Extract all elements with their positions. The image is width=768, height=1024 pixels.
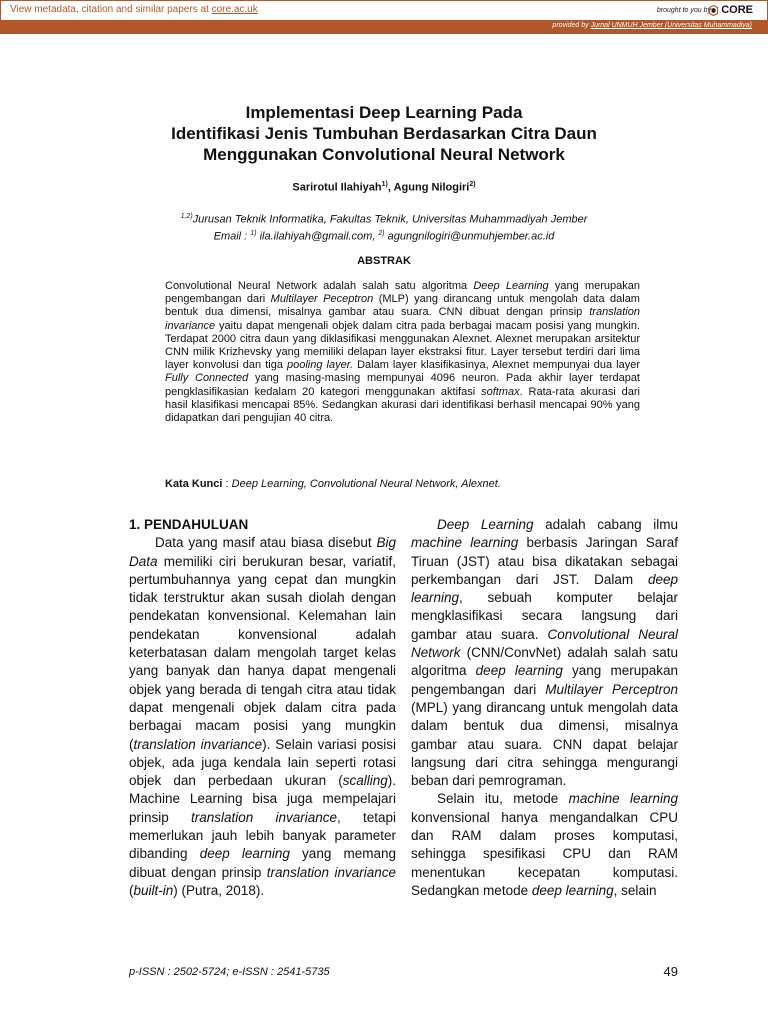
abstract-text: . Rata-rata akurasi dari hasil klasifikasi mencapai 85%. Sedangkan akurasi dari identifikasi berhasil mencapai 90% yang didapatkan dari pengujian 40 citra. [165,385,640,425]
para-italic: Big Data [129,535,396,569]
abstract-italic: softmax [481,385,520,398]
abstract-text: Dalam layer klasifikasinya, Alexnet mempunyai dua layer [353,359,641,372]
right-paragraph-2 [411,790,678,900]
para-text: (MPL) yang dirancang untuk mengolah data dalam bentuk dua dimensi, misalnya gambar atau suara. CNN dapat belajar langsung dari citra sehingga mengurangi beban dari pemrograman. [411,699,678,789]
para-text: , sebuah komputer belajar mengklasifikasi secara langsung dari gambar atau suara. [411,590,678,642]
footer-issn: p-ISSN : 2502-5724; e-ISSN : 2541-5735 [129,966,330,978]
core-banner-top [0,0,768,20]
keywords-separator: : [222,478,232,490]
affiliation-block [0,210,768,243]
title-line-2: Identifikasi Jenis Tumbuhan Berdasarkan Citra Daun [171,124,597,143]
metadata-text [10,4,258,15]
keywords-label: Kata Kunci [165,478,223,490]
core-logo[interactable] [709,4,753,16]
author-2: Agung Nilogiri [393,181,470,194]
email-1-sup: 1) [250,229,257,237]
core-banner [0,0,768,34]
right-column [411,516,678,900]
para-italic: machine learning [411,535,519,551]
core-banner-bottom [0,20,768,34]
right-paragraph-1 [411,516,678,790]
abstract-text: Convolutional Neural Network adalah salah satu algoritma [165,280,474,292]
abstract-italic: translation invariance [165,306,640,332]
para-italic: translation invariance [133,736,263,752]
left-paragraph [129,534,396,900]
abstract-body [165,280,640,425]
abstract-italic: pooling layer. [287,359,354,372]
authors [0,181,768,194]
email-2-sup: 2) [378,229,385,237]
author-separator: , [387,181,394,194]
para-italic: deep learning [411,571,678,606]
para-italic: scalling [342,773,388,789]
provided-prefix: provided by [552,22,591,29]
abstract-italic: Deep Learning [473,280,549,292]
paper-title [0,102,768,165]
para-italic: translation invariance [266,864,396,880]
para-text: yang memang dibuat dengan prinsip [129,846,396,880]
para-text: ). Machine Learning bisa juga mempelajari prinsip [129,773,396,825]
author-2-sup: 2) [469,181,476,188]
para-text: Data yang masif atau biasa disebut [155,535,377,551]
para-text: yang merupakan pengembangan dari [411,663,678,697]
para-italic: Deep Learning [437,517,534,532]
provided-source-link[interactable]: Jurnal UNMUH Jember (Universitas Muhammadiya) [590,22,752,29]
metadata-prefix: View metadata, citation and similar papers at [10,4,212,15]
email-2[interactable]: agungnilogiri@unmuhjember.ac.id [384,230,555,243]
author-1: Sarirotul Ilahiyah [292,181,382,194]
para-italic: Convolutional Neural Network [411,626,679,661]
core-logo-text: CORE [721,4,753,16]
abstract-text: yang masing-masing mempunyai 4096 neuron. Pada akhir layer terdapat pengklasifikasian kedalam 20 kategori menggunakan aktifasi [165,372,640,398]
abstract-heading: ABSTRAK [357,255,411,267]
abstract-text: (MLP) yang dirancang untuk mengolah data dalam bentuk dua dimensi, misalnya gambar atau suara. CNN dibuat dengan prinsip [165,293,640,319]
author-1-sup: 1) [381,181,388,188]
affiliation-text: Jurusan Teknik Informatika, Fakultas Teknik, Universitas Muhammadiyah Jember [192,213,588,226]
left-column [129,516,396,900]
keywords-text: Deep Learning, Convolutional Neural Network, Alexnet. [231,478,501,490]
affiliation-sup: 1,2) [180,213,193,220]
para-text: konvensional hanya mengandalkan CPU dan RAM dalam proses komputasi, sehingga spesifikasi CPU dan RAM menentukan kecepatan komputasi. Sedangkan metode [411,809,678,898]
page-number: 49 [663,964,678,979]
affiliation-line [0,210,768,227]
core-logo-icon [709,5,718,16]
para-italic: machine learning [568,791,678,807]
email-1[interactable]: ila.ilahiyah@gmail.com, [256,230,379,243]
para-italic: translation invariance [190,809,338,825]
core-link[interactable]: core.ac.uk [211,4,258,15]
abstract-text: yang merupakan pengembangan dari [165,280,641,306]
keywords [165,478,640,490]
para-italic: deep learning [531,882,614,898]
para-italic: built-in [133,882,174,898]
provided-by-text [552,22,752,29]
title-line-3: Menggunakan Convolutional Neural Network [203,145,565,164]
para-text: (CNN/ConvNet) adalah salah satu algoritma [411,645,678,679]
para-text: memiliki ciri berukuran besar, variatif, pertumbuhannya yang cepat dan mungkin tidak terstruktur akan susah diolah dengan pendekatan konvensional. Kelemahan lain pendekatan konvensional adalah keterbatasan dalam mengolah target kelas yang banyak dan hanya dapat mengenali objek yang berada di tengah citra atau tidak dapat mengenali objek dalam citra pada berbagai macam posisi yang mungkin ( [129,553,396,752]
para-text: ( [129,882,134,898]
para-text: adalah cabang ilmu [533,517,678,532]
section-heading: 1. PENDAHULUAN [129,517,249,532]
abstract-italic: Fully Connected [165,372,249,385]
email-line [0,227,768,244]
abstract-italic: Multilayer Peceptron [270,293,374,306]
brought-by-text: brought to you by [656,7,711,14]
title-line-1: Implementasi Deep Learning Pada [245,103,523,122]
para-italic: deep learning [199,846,290,862]
para-text: , selain [613,882,657,898]
para-text: Selain itu, metode [437,791,569,807]
para-text: berbasis Jaringan Saraf Tiruan (JST) atau bisa dikatakan sebagai perkembangan dari JST. Dalam [411,535,678,587]
abstract-text: yaitu dapat mengenali objek dalam citra pada berbagai macam posisi yang mungkin. Terdapat 2000 citra daun yang diklasifikasi menggunakan Alexnet. Alexnet merupakan arsitektur CNN milik Krizhevsky yang memiliki delapan layer ekstraksi fitur. Layer tersebut terdiri dari lima layer konvolusi dan tiga [165,319,640,372]
email-label: Email : [213,230,251,243]
para-text: , tetapi memerlukan jauh lebih banyak parameter dibanding [129,809,396,862]
para-italic: Multilayer Perceptron [545,681,678,697]
para-text: ). Selain variasi posisi objek, ada juga kendala lain seperti rotasi objek dan perbedaan ukuran ( [129,736,396,789]
para-italic: deep learning [475,663,563,679]
para-text: ) (Putra, 2018). [173,882,265,898]
